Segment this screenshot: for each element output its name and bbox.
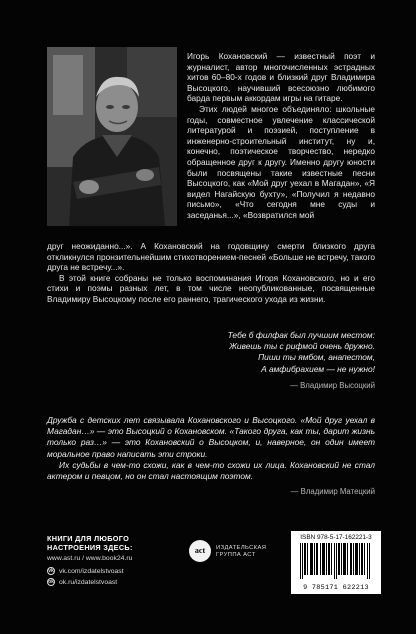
author-photo-image	[47, 47, 177, 226]
promo-line-2: НАСТРОЕНИЯ ЗДЕСЬ:	[47, 543, 133, 552]
bio-text-continued	[47, 241, 375, 305]
bio-paragraph-2-continued: друг неожиданно...». А Кохановский на годовщину смерти близкого друга откликнулся пронзительнейшим стихотворением-песней «Больше не встречу, такого друга не встречу...».	[47, 241, 375, 273]
bio-text	[187, 51, 375, 221]
ast-logo: act	[189, 540, 211, 562]
publisher-line-1: ИЗДАТЕЛЬСКАЯ	[216, 545, 267, 551]
isbn-text: ISBN 978-5-17-162221-3	[300, 534, 372, 541]
quote-author: — Владимир Матецкий	[290, 487, 375, 497]
vk-link-text: vk.com/izdatelstvoast	[59, 567, 124, 575]
isbn-barcode-box	[291, 531, 381, 594]
quote-paragraph-2: Их судьбы в чем-то схожи, как в чем-то схожи их лица. Кохановский не стал актером и певцом, но он стал настоящим поэтом.	[47, 459, 375, 482]
promo-line-1: КНИГИ ДЛЯ ЛЮБОГО	[47, 534, 130, 543]
barcode-icon	[300, 543, 372, 579]
poem-line: Живешь ты с рифмой очень дружно.	[229, 341, 375, 352]
vk-icon: vk	[48, 568, 54, 574]
quote-paragraph-1: Дружба с детских лет связывала Кохановского и Высоцкого. «Мой друг уехал в Магадан…» — это Высоцкий о Кохановском. «Такого друга, как ты, дарит жизнь только раз…» — это Кохановский о Высоцком, и, наверное, он один имеет моральное право написать эти строки.	[47, 415, 375, 459]
ok-icon: ok	[48, 579, 54, 585]
bio-paragraph-1: Игорь Кохановский — известный поэт и журналист, автор многочисленных эстрадных хитов 60–80-х годов и близкий друг Владимира Высоцкого, научивший всесоюзно любимого барда первым аккордам игры на гитаре.	[187, 51, 375, 104]
vk-link	[47, 567, 124, 575]
epigraph-poem	[145, 330, 375, 391]
promo-sites: www.ast.ru / www.book24.ru	[47, 555, 133, 562]
bio-paragraph-2: Этих людей многое объединяло: школьные годы, совместное увлечение классической литературой и поэзией, поступление в инженерно-строительный институт, ну и, конечно, поэтическое творчество, нередко обращенное друг к другу. Именно другу юности были посвящены такие известные песни Высоцкого, как «Мой друг уехал в Магадан», «Я видел Нагайскую бухту», «Получил я недавно письмо», «Что сегодня мне суды и заседанья...», «Возвратился мой	[187, 103, 375, 220]
poem-line: Пиши ты ямбом, анапестом,	[258, 352, 375, 363]
publisher-line-2: ГРУППА АСТ	[216, 552, 256, 558]
review-quote	[47, 415, 375, 497]
barcode-number: 9 785171 622213	[303, 584, 369, 592]
ok-link	[47, 578, 117, 586]
bio-paragraph-3: В этой книге собраны не только воспоминания Игоря Кохановского, но и его стихи и поэмы разных лет, в том числе неопубликованные, посвященные Владимиру Высоцкому после его раннего, трагического ухода из жизни.	[47, 272, 375, 304]
poem-line: А амфибрахием — не нужно!	[261, 363, 375, 374]
promo-title	[47, 534, 177, 552]
poem-author: — Владимир Высоцкий	[290, 380, 375, 390]
ok-link-text: ok.ru/izdatelstvoast	[59, 578, 118, 586]
author-photo	[47, 47, 177, 226]
poem-line: Тебе б филфак был лучшим местом:	[227, 330, 375, 340]
publisher-name	[216, 545, 276, 559]
